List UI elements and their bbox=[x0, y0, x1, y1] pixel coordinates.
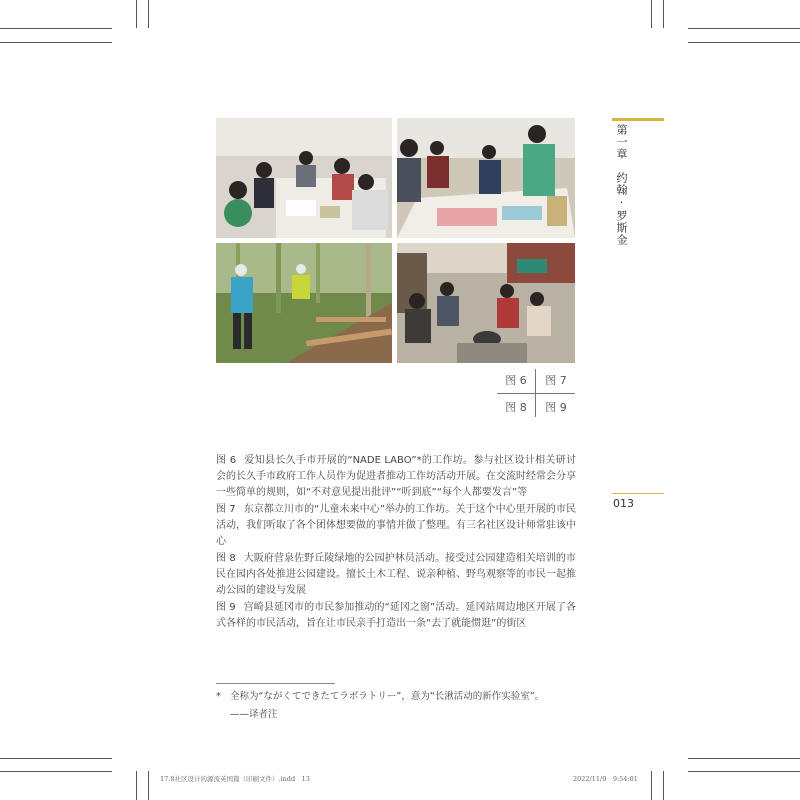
footnote bbox=[216, 688, 576, 724]
crop-mark bbox=[136, 771, 137, 800]
crop-mark bbox=[663, 771, 664, 800]
caption-text: 爱知县长久手市开展的“NADE LABO”*的工作坊。参与社区设计相关研讨会的长久手市政府工作人员作为促进者推动工作坊活动开展。在交流时经常会分享一些简单的规则，如“不对意见提出批评”“听到底”“每个人都要发言”等 bbox=[216, 455, 576, 498]
figure-label: 图 8 bbox=[505, 400, 527, 414]
caption-label: 图 9 bbox=[216, 602, 236, 613]
caption-text: 东京都立川市的“儿童未来中心”举办的工作坊。关于这个中心里开展的市民活动，我们听取了各个团体想要做的事情并做了整理。有三名社区设计师常驻该中心 bbox=[216, 504, 576, 547]
crop-mark bbox=[651, 771, 652, 800]
figure-label: 图 9 bbox=[545, 400, 567, 414]
figure-grid bbox=[497, 367, 575, 419]
footnote-text: 全称为“ながくてできたてラボラトリー”，意为“长湫活动的新作实验室”。 bbox=[230, 691, 545, 702]
figure-label: 图 6 bbox=[505, 373, 527, 387]
footnote-marker: * bbox=[216, 691, 221, 702]
caption bbox=[216, 453, 576, 501]
chapter-title: 第一章 约翰·罗斯金 bbox=[615, 124, 628, 246]
footnote-sign: ——译者注 bbox=[230, 709, 278, 720]
footnote-rule bbox=[216, 683, 335, 684]
print-slug-timestamp: 2022/11/9 9:54:01 bbox=[573, 775, 638, 783]
crop-mark bbox=[688, 42, 800, 43]
page-number: 013 bbox=[613, 497, 634, 510]
figure-label: 图 7 bbox=[545, 373, 567, 387]
photo-fig9 bbox=[397, 243, 575, 363]
caption-text: 宫崎县延冈市的市民参加推动的“延冈之窗”活动。延冈站周边地区开展了各式各样的市民活动，旨在让市民亲手打造出一条“去了就能惯逛”的街区 bbox=[216, 602, 576, 629]
crop-mark bbox=[651, 0, 652, 28]
chapter-accent-bar bbox=[612, 118, 664, 121]
crop-mark bbox=[148, 771, 149, 800]
figure-captions bbox=[216, 453, 576, 633]
grid-divider bbox=[497, 393, 575, 394]
crop-mark bbox=[0, 28, 112, 29]
crop-mark bbox=[148, 0, 149, 28]
caption-label: 图 6 bbox=[216, 455, 237, 466]
crop-mark bbox=[688, 771, 800, 772]
print-slug-file: 17.8社区设计的源流英国篇（印刷文件）.indd 13 bbox=[160, 775, 310, 783]
caption bbox=[216, 551, 576, 599]
crop-mark bbox=[688, 758, 800, 759]
caption-text: 大阪府营泉佐野丘陵绿地的公园护林员活动。接受过公园建造相关培训的市民在园内各处推进公园建设。擅长土木工程、说亲种植、野鸟观察等的市民一起推动公园的建设与发展 bbox=[216, 553, 576, 596]
photo-fig8 bbox=[216, 243, 392, 363]
caption bbox=[216, 600, 576, 632]
page-number-rule bbox=[612, 493, 664, 494]
photo-fig6 bbox=[216, 118, 392, 238]
crop-mark bbox=[0, 42, 112, 43]
photo-fig7 bbox=[397, 118, 575, 238]
caption-label: 图 7 bbox=[216, 504, 236, 515]
crop-mark bbox=[136, 0, 137, 28]
caption-label: 图 8 bbox=[216, 553, 236, 564]
caption bbox=[216, 502, 576, 550]
crop-mark bbox=[0, 771, 112, 772]
crop-mark bbox=[0, 758, 112, 759]
crop-mark bbox=[663, 0, 664, 28]
crop-mark bbox=[688, 28, 800, 29]
